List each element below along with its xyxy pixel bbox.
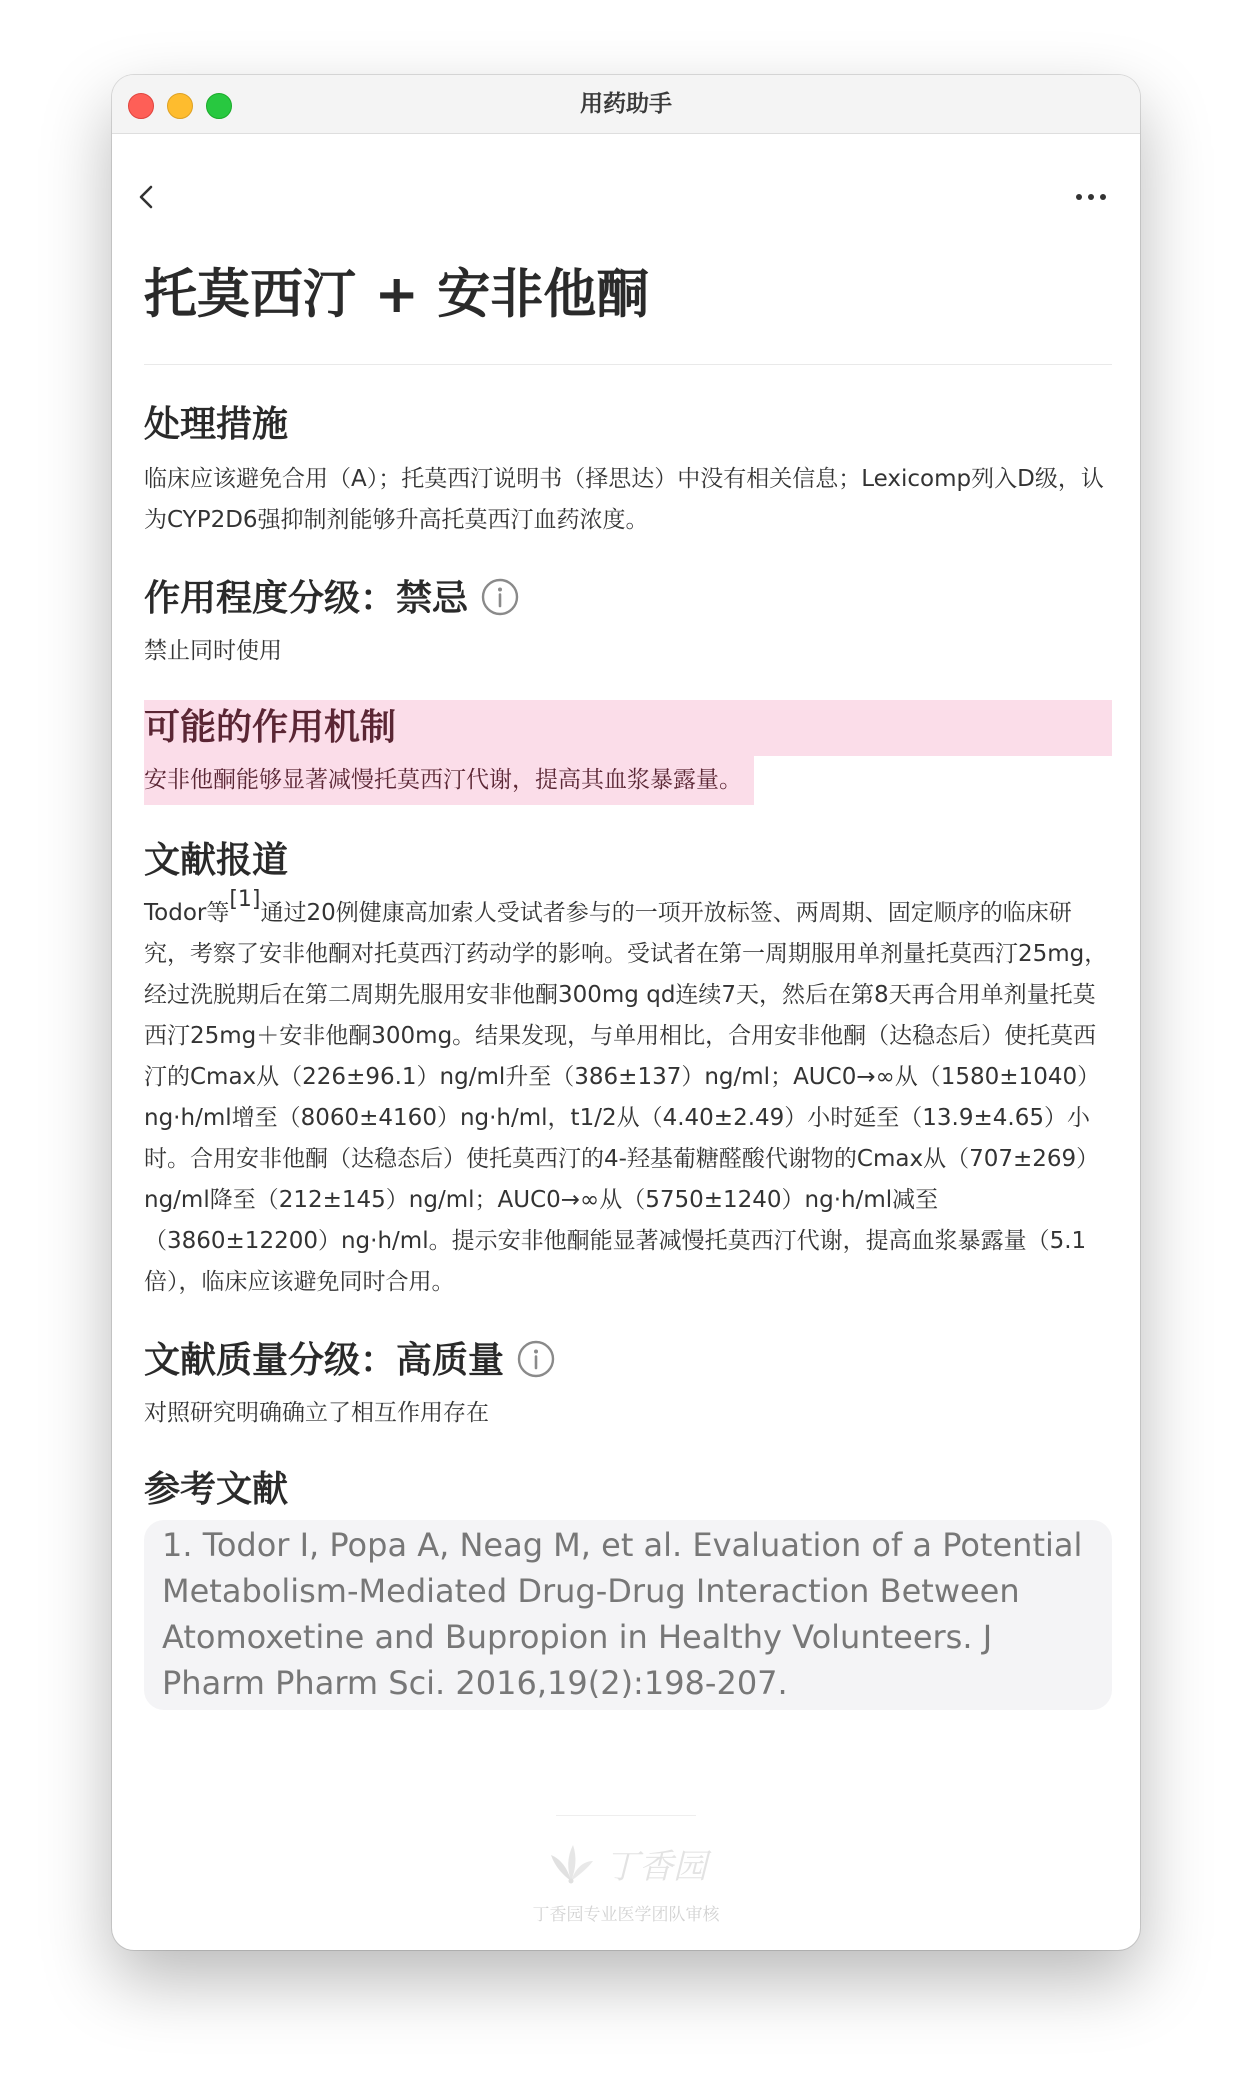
literature-text-start: Todor等	[144, 900, 230, 926]
section-text: 临床应该避免合用（A）；托莫西汀说明书（择思达）中没有相关信息；Lexicomp列入D级，认为CYP2D6强抑制剂能够升高托莫西汀血药浓度。	[144, 466, 1104, 533]
chevron-left-icon	[126, 177, 166, 217]
section-text	[144, 887, 1112, 1303]
literature-text-body: 通过20例健康高加索人受试者参与的一项开放标签、两周期、固定顺序的临床研究，考察了安非他酮对托莫西汀药动学的影响。受试者在第一周期服用单剂量托莫西汀25mg，经过洗脱期后在第二周期先服用安非他酮300mg qd连续7天，然后在第8天再合用单剂量托莫西汀25mg＋安非他酮300mg。结果发现，与单用相比，合用安非他酮（达稳态后）使托莫西汀的Cmax从（226±96.1）ng/ml升至（386±137）ng/ml；AUC0→∞从（1580±1040）ng·h/ml增至（8060±4160）ng·h/ml，t1/2从（4.40±2.49）小时延至（13.9±4.65）小时。合用安非他酮（达稳态后）使托莫西汀的4-羟基葡糖醛酸代谢物的Cmax从（707±269）ng/ml降至（212±145）ng/ml；AUC0→∞从（5750±1240）ng·h/ml减至（3860±12200）ng·h/ml。提示安非他酮能显著减慢托莫西汀代谢，提高血浆暴露量（5.1倍），临床应该避免同时合用。	[144, 900, 1108, 1295]
citation-link[interactable]: [1]	[229, 887, 261, 912]
footer	[112, 1815, 1140, 1925]
quality-info-button[interactable]	[516, 1339, 556, 1379]
section-quality	[144, 1335, 1112, 1434]
app-window	[112, 75, 1140, 1950]
section-heading: 文献报道	[144, 840, 289, 881]
section-heading: 作用程度分级：禁忌	[144, 578, 469, 619]
section-heading: 可能的作用机制	[144, 700, 1112, 756]
title-bar	[112, 75, 1140, 134]
section-measures	[144, 399, 1112, 541]
section-text: 安非他酮能够显著减慢托莫西汀代谢，提高其血浆暴露量。	[144, 756, 754, 805]
section-references	[144, 1464, 1112, 1710]
section-text: 对照研究明确确立了相互作用存在	[144, 1400, 489, 1426]
article-content	[144, 260, 1112, 1710]
section-text-wrap	[144, 756, 1112, 805]
section-mechanism	[144, 700, 1112, 805]
section-heading: 文献质量分级：高质量	[144, 1340, 505, 1381]
section-heading: 处理措施	[144, 404, 289, 445]
section-heading-row	[144, 1335, 1112, 1387]
info-icon	[516, 1339, 556, 1379]
clove-flower-icon	[545, 1837, 597, 1889]
info-icon	[480, 577, 520, 617]
page-title: 托莫西汀 + 安非他酮	[144, 264, 650, 325]
reference-item[interactable]: 1. Todor I, Popa A, Neag M, et al. Evaluation of a Potential Metabolism-Mediated Drug-Drug Interaction Between Atomoxetine and Bupropion in Healthy Volunteers. J Pharm Pharm Sci. 2016,19(2):198-207.	[144, 1520, 1112, 1710]
footer-logo	[112, 1834, 1140, 1892]
section-heading: 参考文献	[144, 1469, 289, 1510]
section-severity	[144, 573, 1112, 672]
window-title: 用药助手	[580, 91, 672, 117]
footer-caption: 丁香园专业医学团队审核	[532, 1905, 720, 1925]
more-button[interactable]	[1068, 179, 1118, 215]
section-literature	[144, 835, 1112, 1303]
footer-logo-text: 丁香园	[605, 1846, 707, 1887]
back-button[interactable]	[126, 177, 166, 217]
footer-divider	[556, 1815, 696, 1816]
section-heading-row	[144, 573, 1112, 625]
section-text: 禁止同时使用	[144, 638, 282, 664]
title-divider	[144, 364, 1112, 365]
severity-info-button[interactable]	[480, 577, 520, 617]
ellipsis-icon	[1068, 179, 1118, 215]
